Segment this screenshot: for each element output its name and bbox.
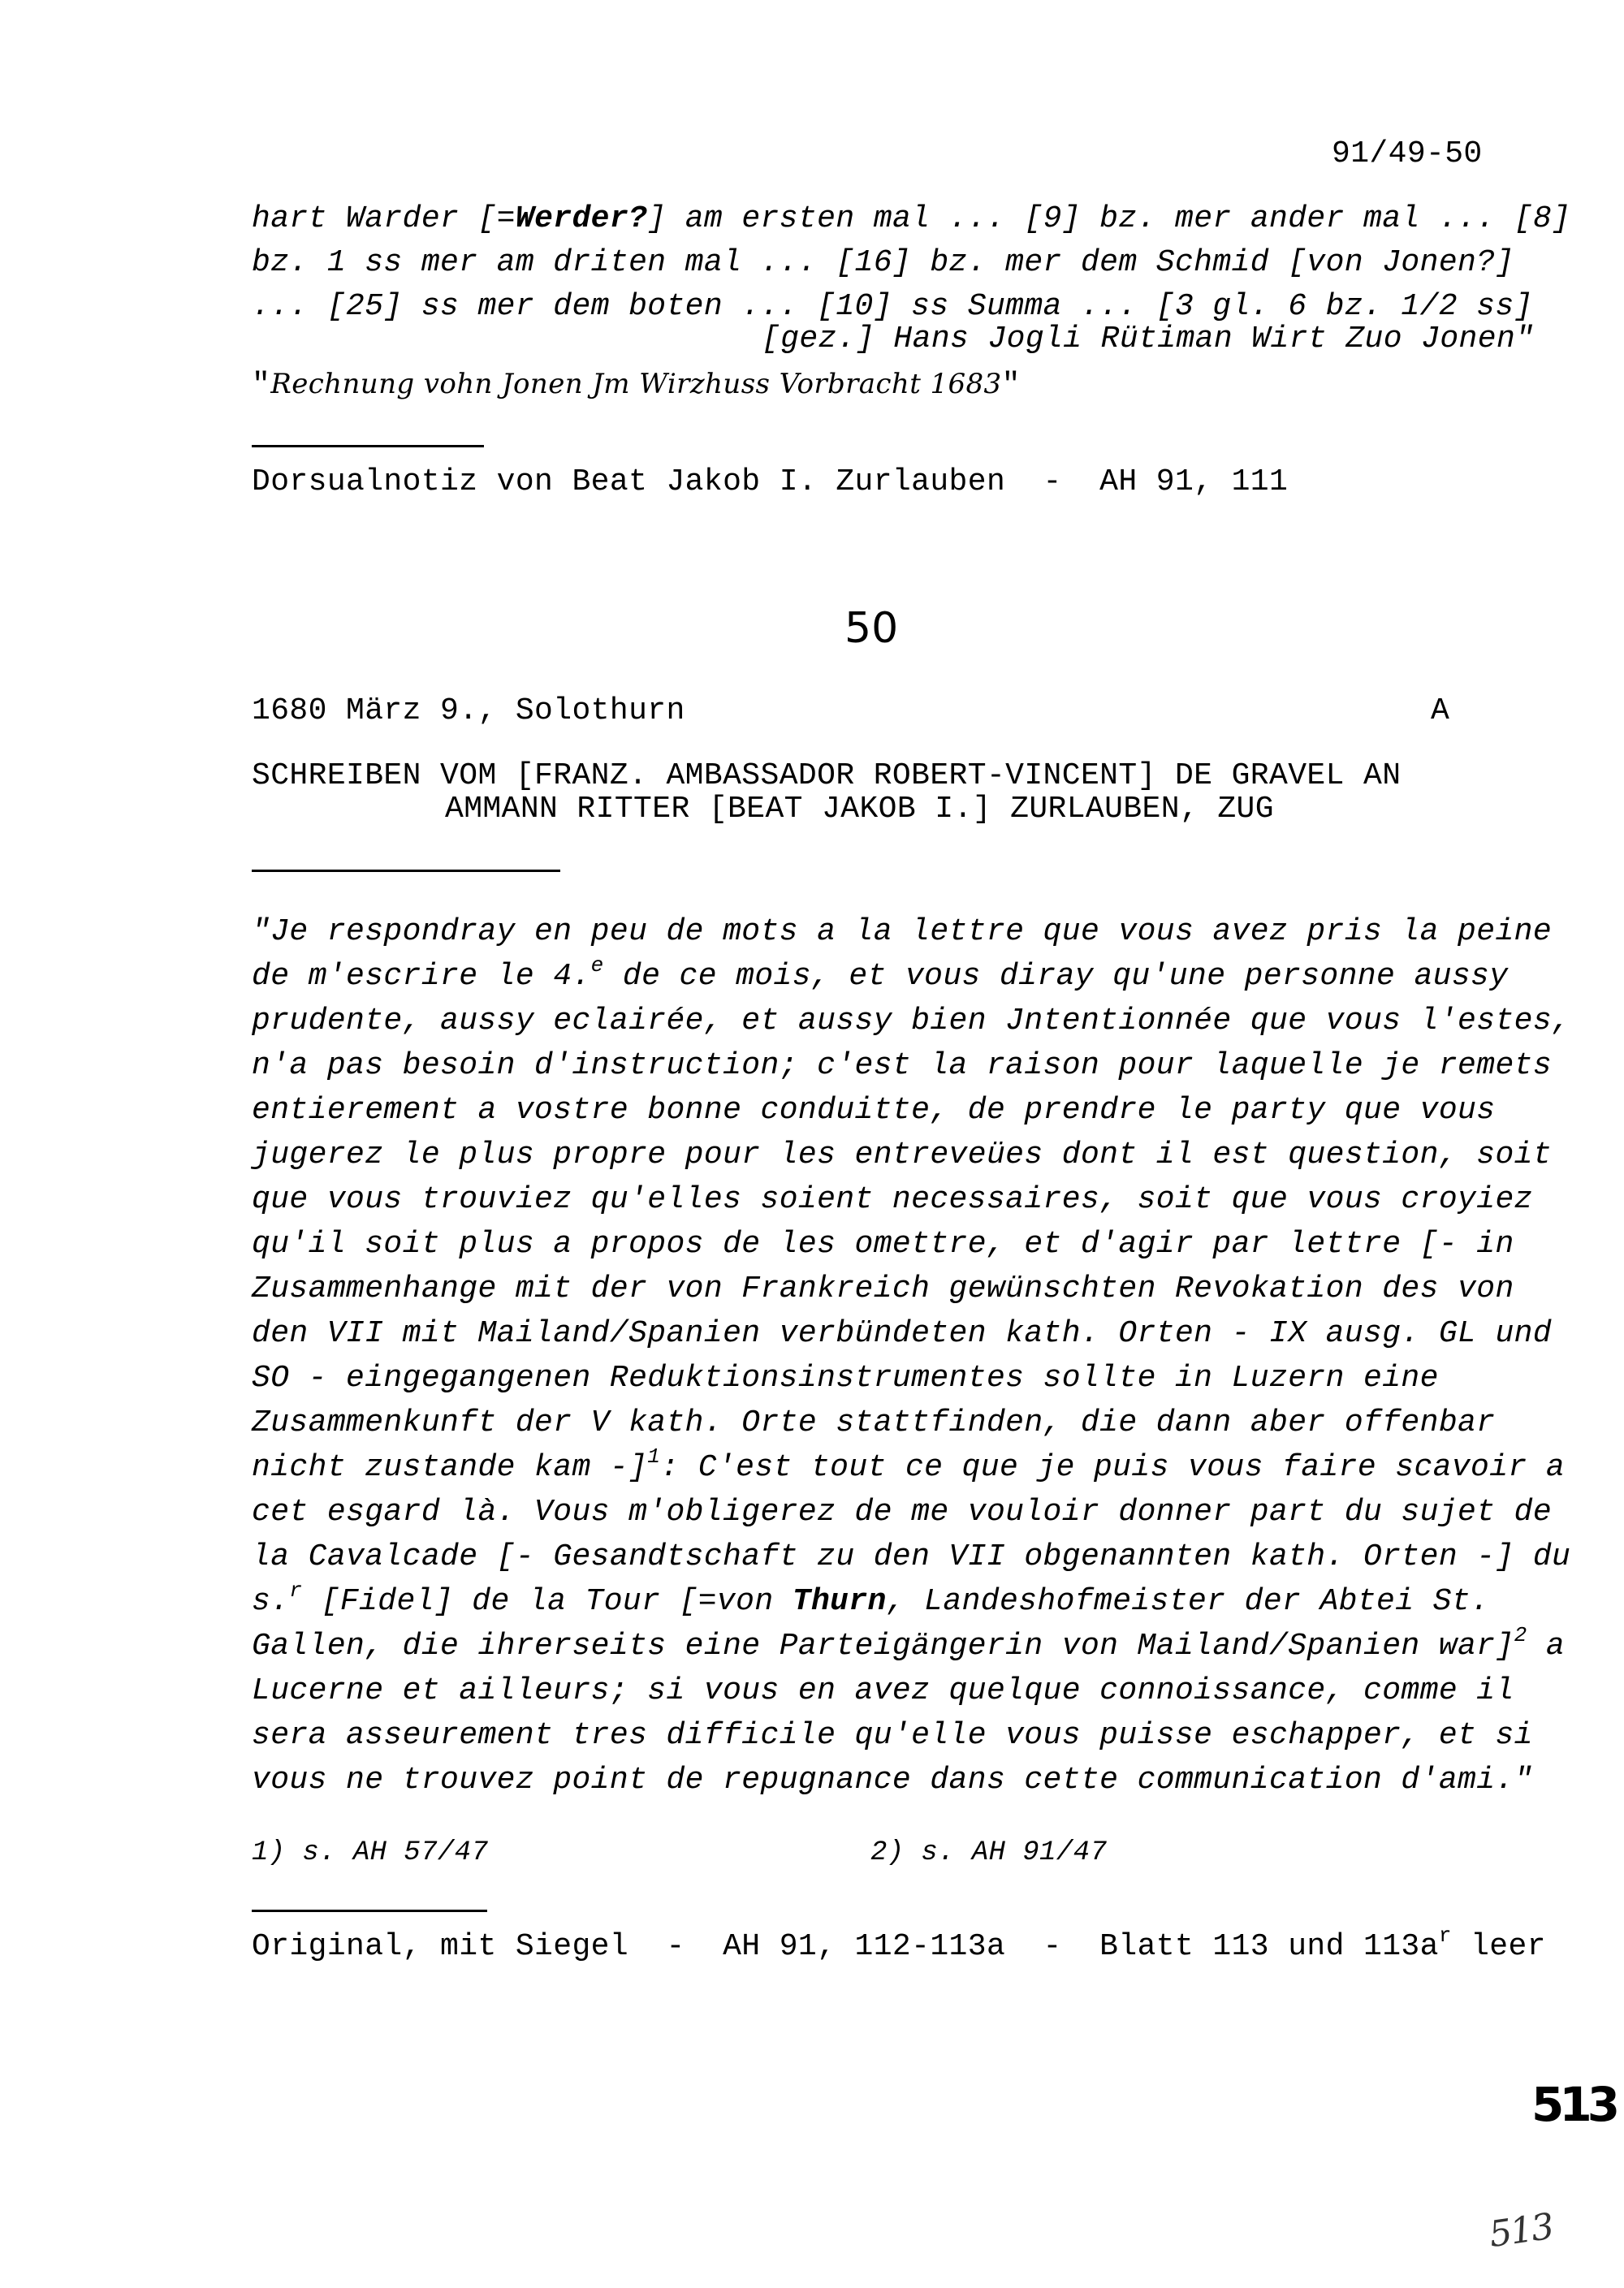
prev-entry-source: Dorsualnotiz von Beat Jakob I. Zurlauben - AH 91, 111 <box>252 464 1289 499</box>
archive-reference: 91/49-50 <box>1332 136 1483 171</box>
body-line: de m'escrire le 4.$^e$ de ce mois, et vous diray qu'une personne aussy <box>252 953 1509 994</box>
footnote-1: 1) s. AH 57/47 <box>252 1837 489 1868</box>
separator-rule <box>252 1910 487 1912</box>
prev-entry-signature: [gez.] Hans Jogli Rütiman Wirt Zuo Jonen" <box>762 322 1535 356</box>
entry-date-place: 1680 März 9., Solothurn <box>252 693 685 728</box>
handwritten-note: Rechnung vohn Jonen Jm Wirzhuss Vorbracht 1683 <box>270 368 1002 400</box>
body-line: n'a pas besoin d'instruction; c'est la raison pour laquelle je remets <box>252 1048 1553 1083</box>
body-line: la Cavalcade [- Gesandtschaft zu den VII obgenannten kath. Orten -] du <box>252 1539 1571 1574</box>
body-line: cet esgard là. Vous m'obligerez de me vouloir donner part du sujet de <box>252 1495 1553 1530</box>
prev-entry-line-2: bz. 1 ss mer am driten mal ... [16] bz. mer dem Schmid [von Jonen?] <box>252 245 1514 280</box>
body-line: Gallen, die ihrerseits eine Parteigängerin von Mailand/Spanien war]$^2$ a <box>252 1623 1566 1664</box>
body-line: jugerez le plus propre pour les entreveües dont il est question, soit <box>252 1138 1553 1172</box>
body-line: Zusammenkunft der V kath. Orte stattfinden, die dann aber offenbar <box>252 1405 1496 1440</box>
body-line: entierement a vostre bonne conduitte, de prendre le party que vous <box>252 1093 1496 1128</box>
body-line: SO - eingegangenen Reduktionsinstrumentes sollte in Luzern eine <box>252 1361 1439 1396</box>
body-line: Lucerne et ailleurs; si vous en avez quelque connoissance, comme il <box>252 1673 1514 1708</box>
pencil-page-number: 513 <box>1486 2205 1556 2256</box>
prev-entry-line-1: hart Warder [=Werder?] am ersten mal ... [9] bz. mer ander mal ... [8] <box>252 201 1571 236</box>
separator-rule <box>252 870 560 872</box>
entry-title-line-2: AMMANN RITTER [BEAT JAKOB I.] ZURLAUBEN, ZUG <box>445 792 1274 827</box>
dorsal-note: "Rechnung vohn Jonen Jm Wirzhuss Vorbracht 1683" <box>252 368 1021 403</box>
body-line: den VII mit Mailand/Spanien verbündeten kath. Orten - IX ausg. GL und <box>252 1316 1553 1351</box>
entry-source: Original, mit Siegel - AH 91, 112-113a - Blatt 113 und $113a^r$ leer <box>252 1923 1546 1964</box>
entry-number: 50 <box>844 604 899 653</box>
body-line: qu'il soit plus a propos de les omettre, et d'agir par lettre [- in <box>252 1227 1514 1262</box>
body-line: s.$^r$ [Fidel] de la Tour [=von Thurn, Landeshofmeister der Abtei St. <box>252 1578 1490 1619</box>
body-line: que vous trouviez qu'elles soient necessaires, soit que vous croyiez <box>252 1182 1533 1217</box>
entry-marker: A <box>1431 693 1450 728</box>
body-line: Zusammenhange mit der von Frankreich gewünschten Revokation des von <box>252 1271 1514 1306</box>
footnote-2: 2) s. AH 91/47 <box>870 1837 1108 1868</box>
separator-rule <box>252 445 484 447</box>
body-line: prudente, aussy eclairée, et aussy bien Jntentionnée que vous l'estes, <box>252 1004 1571 1038</box>
entry-title-line-1: SCHREIBEN VOM [FRANZ. AMBASSADOR ROBERT-VINCENT] DE GRAVEL AN <box>252 758 1402 793</box>
body-line: nicht zustande kam -]$^1$: C'est tout ce que je puis vous faire scavoir a <box>252 1444 1566 1485</box>
page-number-stamp: 513 <box>1531 2077 1616 2132</box>
body-line: sera asseurement tres difficile qu'elle vous puisse eschapper, et si <box>252 1718 1533 1753</box>
prev-entry-line-3: ... [25] ss mer dem boten ... [10] ss Summa ... [3 gl. 6 bz. 1/2 ss] <box>252 289 1533 324</box>
body-line: vous ne trouvez point de repugnance dans cette communication d'ami." <box>252 1763 1533 1798</box>
body-line: "Je respondray en peu de mots a la lettre que vous avez pris la peine <box>252 914 1553 949</box>
